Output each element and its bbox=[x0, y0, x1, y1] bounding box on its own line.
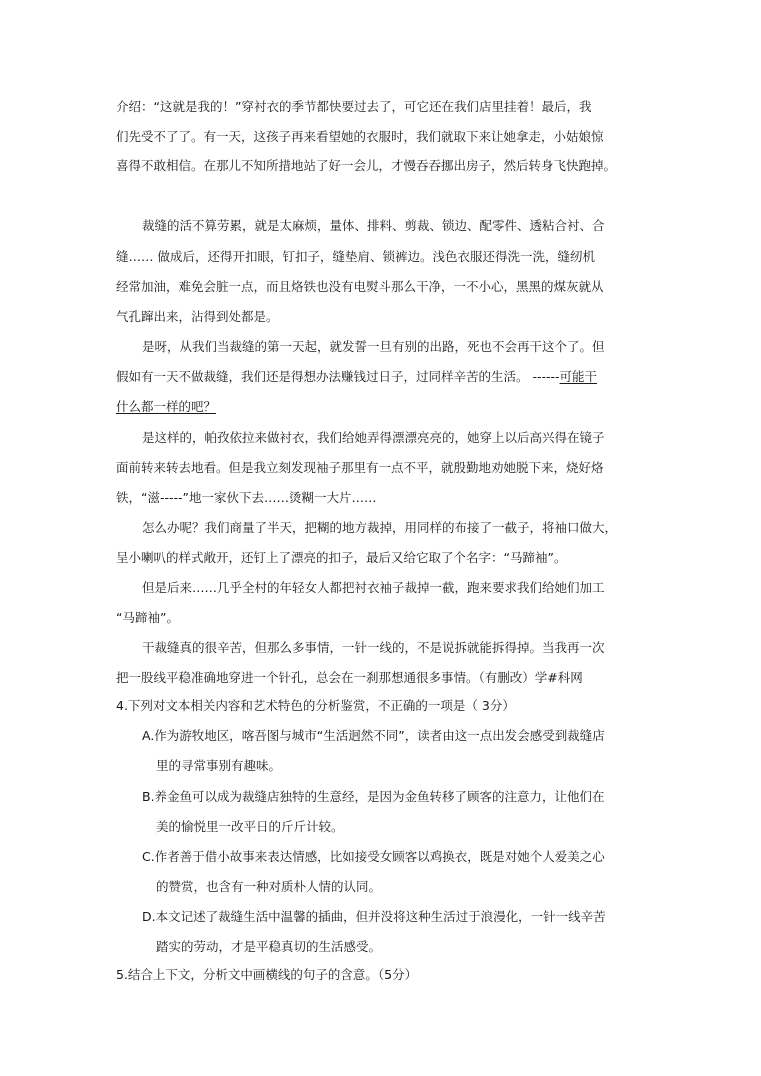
p1-line-3: 经常加油，难免会脏一点，而且烙铁也没有电熨斗那么干净，一不小心，黑黑的煤灰就从 bbox=[116, 279, 604, 294]
option-b-line-2: 美的愉悦里一改平日的斤斤计较。 bbox=[156, 819, 344, 834]
question-4-stem: 4.下列对文本相关内容和艺术特色的分析鉴赏，不正确的一项是（ 3分） bbox=[116, 698, 515, 713]
p1-line-4: 气孔蹿出来，沾得到处都是。 bbox=[116, 309, 279, 324]
underlined-sentence-part-2: 什么都一样的吧？ bbox=[116, 399, 217, 414]
p4-line-1: 怎么办呢？我们商量了半天，把糊的地方裁掉，用同样的布接了一截子，将袖口做大， bbox=[142, 520, 618, 535]
intro-line-2: 们先受不了了。有一天，这孩子再来看望她的衣服时，我们就取下来让她拿走，小姑娘惊 bbox=[116, 129, 604, 144]
option-a-line-2: 里的寻常事别有趣味。 bbox=[156, 758, 282, 773]
p1-line-2: 缝…… 做成后，还得开扣眼，钉扣子，缝垫肩、锁裤边。浅色衣服还得洗一洗，缝纫机 bbox=[116, 249, 595, 264]
p1-line-1: 裁缝的活不算劳累，就是太麻烦，量体、排料、剪裁、锁边、配零件、透粘合衬、合 bbox=[142, 218, 605, 233]
intro-line-1: 介绍：“这就是我的！”穿衬衣的季节都快要过去了，可它还在我们店里挂着！最后，我 bbox=[116, 99, 592, 114]
intro-line-3: 喜得不敢相信。在那儿不知所措地站了好一会儿，才慢吞吞挪出房子，然后转身飞快跑掉。 bbox=[116, 158, 617, 173]
p5-line-2: “马蹄袖”。 bbox=[116, 610, 179, 625]
option-c-line-1: C.作者善于借小故事来表达情感，比如接受女顾客以鸡换衣，既是对她个人爱美之心 bbox=[142, 849, 605, 864]
p2-line-2 bbox=[116, 368, 597, 386]
question-5-stem: 5.结合上下文，分析文中画横线的句子的含意。（5分） bbox=[116, 967, 418, 982]
p3-line-3: 铁，“滋-----”地一家伙下去……烫糊一大片…… bbox=[116, 490, 377, 505]
p6-line-1: 干裁缝真的很辛苦，但那么多事情，一针一线的，不是说拆就能拆得掉。当我再一次 bbox=[142, 640, 605, 655]
p3-line-2: 面前转来转去地看。但是我立刻发现袖子那里有一点不平，就殷勤地劝她脱下来，烧好烙 bbox=[116, 460, 604, 475]
option-c-line-2: 的赞赏，也含有一种对质朴人情的认同。 bbox=[156, 879, 382, 894]
option-d-line-2: 踏实的劳动，才是平稳真切的生活感受。 bbox=[156, 939, 382, 954]
p2-line-1: 是呀，从我们当裁缝的第一天起，就发誓一旦有别的出路，死也不会再干这个了。但 bbox=[142, 339, 605, 354]
option-a-line-1: A.作为游牧地区，喀吾图与城市“生活迥然不同”，读者由这一点出发会感受到裁缝店 bbox=[142, 728, 605, 743]
p4-line-2: 呈小喇叭的样式敞开，还钉上了漂亮的扣子，最后又给它取了个名字：“马蹄袖”。 bbox=[116, 550, 567, 565]
option-b-line-1: B.养金鱼可以成为裁缝店独特的生意经，是因为金鱼转移了顾客的注意力，让他们在 bbox=[142, 789, 605, 804]
p5-line-1: 但是后来……几乎全村的年轻女人都把衬衣袖子裁掉一截，跑来要求我们给她们加工 bbox=[142, 580, 605, 595]
option-d-line-1: D.本文记述了裁缝生活中温馨的插曲，但并没将这种生活过于浪漫化，一针一线辛苦 bbox=[142, 909, 606, 924]
underlined-sentence-part-1: 可能干 bbox=[559, 369, 598, 384]
p3-line-1: 是这样的，帕孜依拉来做衬衣，我们给她弄得漂漂亮亮的，她穿上以后高兴得在镜子 bbox=[142, 430, 605, 445]
p6-line-2: 把一股线平稳准确地穿进一个针孔，总会在一刹那想通很多事情。（有删改）学#科网 bbox=[116, 670, 583, 685]
p2-line-2-text: 假如有一天不做裁缝，我们还是得想办法赚钱过日子，过同样辛苦的生活。 ------ bbox=[116, 369, 560, 384]
